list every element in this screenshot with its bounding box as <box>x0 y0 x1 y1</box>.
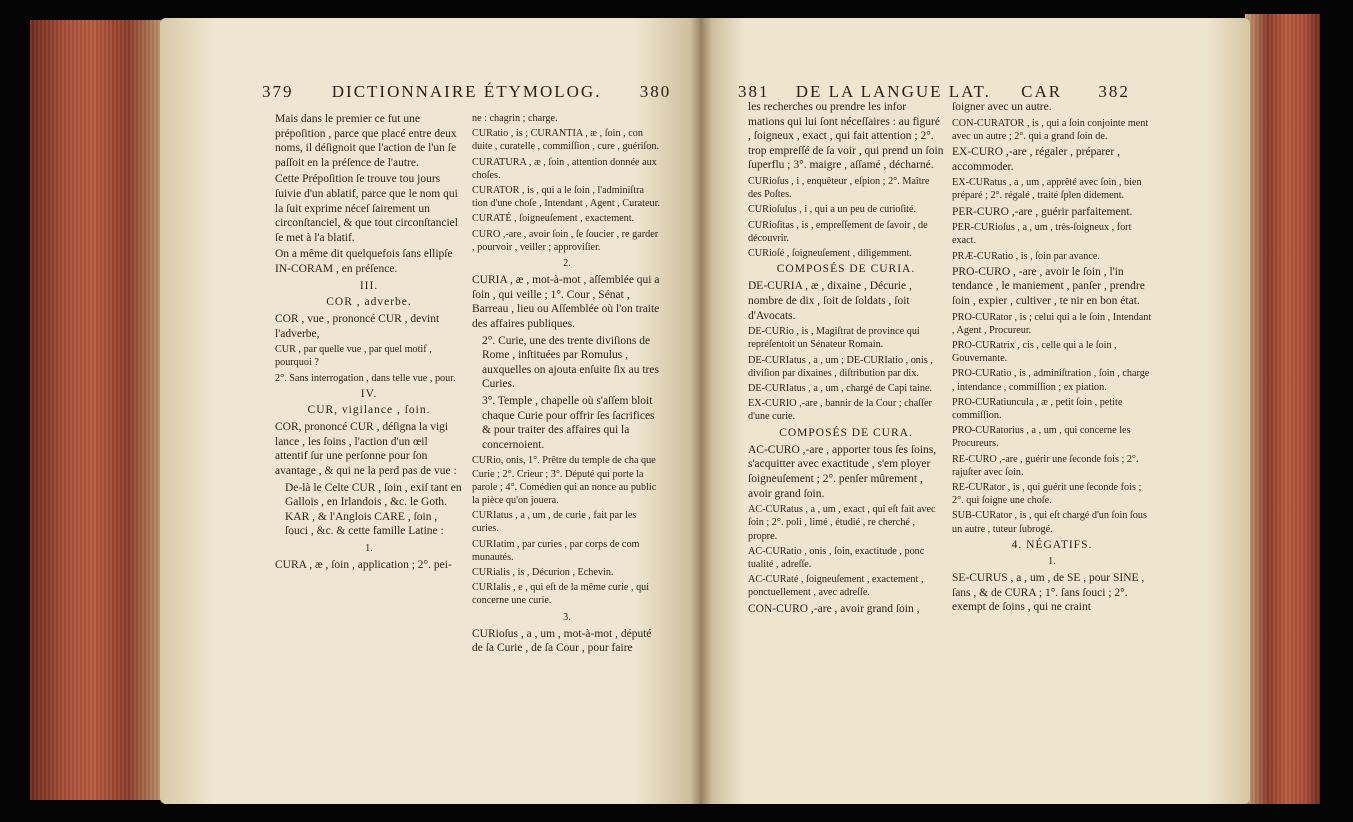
paragraph: CON-CURO ,-are , avoir grand ſoin , <box>748 602 920 615</box>
entry: CURIatim , par curies , par corps de com munautés. <box>472 538 640 563</box>
entry: CURATOR , is , qui a le ſoin , l'adminiſtra tion d'une choſe , Intendant , Agent , Curateur. <box>472 185 660 210</box>
book-gutter <box>690 18 712 804</box>
entry: CURO ,-are , avoir ſoin , ſe ſoucier , re garder , pourvoir , veiller ; approviſier. <box>472 228 659 253</box>
entry: PRO-CURator , is ; celui qui a le ſoin , Intendant , Agent , Procureur. <box>952 311 1152 336</box>
paragraph: les recherches ou prendre les infor mations qui lui ſont néceſſaires : au figuré , ſoigneux , exact , qui fait attention ; 2°. trop empreſſé de ſa voir , qui prend un ſoin ſuperflu ; 3°. maigre , aſſamé , décharné. <box>748 101 944 172</box>
paragraph: PRO-CURO , -are , avoir le ſoin , l'in tendance , le maniement , panſer , prendre ſoin , expier , cultiver , te nir en bon état. <box>952 265 1145 307</box>
left-running-title: DICTIONNAIRE ÉTYMOLOG. <box>331 82 602 101</box>
entry: CURialis , is , Décurion , Echevin. <box>472 566 614 578</box>
section-heading: COMPOSÉS DE CURIA. <box>776 263 916 276</box>
left-page-edges <box>30 20 170 800</box>
entry: CUR , par quelle vue , par quel motif , pourquoi ? <box>275 344 432 369</box>
entry: SUB-CURator , is , qui eſt chargé d'un ſoin ſous un autre , tuteur ſubrogé. <box>952 510 1147 535</box>
right-column-number: 382 <box>1098 82 1130 101</box>
entry: 2°. Sans interrogation , dans telle vue , pour. <box>275 372 456 384</box>
entry: CURATÉ , ſoigneuſement , exactement. <box>472 213 635 225</box>
paragraph: 2°. Curie, une des trente diviſions de Rome , inſtituées par Romulus , auxquelles on ajouta enſuite ſix au tres Curies. <box>482 334 659 391</box>
paragraph: Mais dans le premier ce fut une prépoſition , parce que placé entre deux noms, il déſignoit que l'action de l'un ſe paſſoit en la préſence de l'autre. <box>275 113 457 169</box>
section-numeral: IV. <box>360 387 378 400</box>
entry: RE-CURO ,-are , guérir une ſeconde fois ; 2°. rajuſter avec ſoin. <box>952 453 1139 478</box>
paragraph: COR, prononcé CUR , déſigna la vigi lance , les ſoins , l'action d'un œil attentif ſur une perſonne pour ſon avantage , & qui ne la perd pas de vue : <box>275 421 457 477</box>
subsection-number: 1. <box>1048 556 1056 568</box>
paragraph: DE-CURIA , æ , dixaine , Décurie , nombre de dix , ſoit de ſoldats , ſoit d'Avocats. <box>748 280 912 322</box>
left-page-number: 379 <box>262 82 294 101</box>
entry: PRO-CURatorius , a , um , qui concerne les Procureurs. <box>952 425 1131 450</box>
entry: EX-CURIO ,-are , bannir de la Cour ; chaſſer d'une curie. <box>748 398 932 423</box>
entry: CURIatus , a , um , de curie , fait par les curies. <box>472 510 637 535</box>
entry: PER-CURioſus , a , um , très-ſoigneux , fort exact. <box>952 222 1132 247</box>
paragraph: PER-CURO ,-are , guérir parfaitement. <box>952 205 1133 218</box>
paragraph: EX-CURO ,-are , régaler , préparer , accommoder. <box>952 146 1120 173</box>
right-column-1 <box>748 100 944 618</box>
entry: ne : chagrin ; charge. <box>472 113 558 124</box>
left-column-number: 380 <box>639 82 672 101</box>
paragraph: Cette Prépoſition ſe trouve tou jours ſuivie d'un ablatif, parce que le nom qui la ſuit exprime néceſ ſairement un circonſtanciel, & que tout circonſtanciel ſe met à l'a blatif. <box>275 173 458 244</box>
right-page-edges <box>1245 14 1320 804</box>
entry: DE-CURio , is , Magiſtrat de province qui repréſentoit un Sénateur Romain. <box>748 326 920 351</box>
entry: AC-CURaté , ſoigneuſement , exactement , ponctuellement , avec adreſſe. <box>748 574 924 599</box>
left-column-1 <box>275 112 463 575</box>
entry: CURIalis , e , qui eſt de la même curie , qui concerne une curie. <box>472 582 650 607</box>
paragraph: CURA , æ , ſoin , application ; 2°. pei- <box>275 559 452 572</box>
paragraph: COR , vue , prononcé CUR , devint l'adverbe, <box>275 312 440 340</box>
paragraph: SE-CURUS , a , um , de SE , pour SINE , ſans , & de CURA ; 1°. ſans ſouci ; 2°. exempt de ſoins , qui ne craint <box>952 572 1145 614</box>
right-column-2 <box>952 100 1152 617</box>
entry: CURioſé , ſoigneuſement , diligemment. <box>748 247 912 259</box>
entry: PRO-CURatiuncula , æ , petit ſoin , petite commiſſion. <box>952 396 1123 421</box>
section-heading: CUR, vigilance , ſoin. <box>307 403 431 416</box>
entry: CURio, onis, 1°. Prêtre du temple de cha que Curie ; 2°. Crieur ; 3°. Député qui porte la parole ; 4°. Comédien qui an nonce au public la pièce qu'on jouera. <box>472 455 657 506</box>
entry: PRO-CURatrix , cis , celle qui a le ſoin , Gouvernante. <box>952 339 1117 365</box>
section-heading: 4. NÉGATIFS. <box>1011 538 1093 551</box>
right-running-title: DE LA LANGUE LAT. <box>795 82 991 101</box>
section-numeral: III. <box>359 279 379 292</box>
subsection-number: 2. <box>563 258 571 270</box>
subsection-number: 3. <box>563 611 571 623</box>
paragraph: AC-CURO ,-are , apporter tous ſes ſoins, s'acquitter avec exactitude , s'em ployer ſoigneuſement ; 2°. penſer mûrement , avoir grand ſoin. <box>748 443 937 500</box>
right-page-header <box>738 82 1136 102</box>
left-column-2 <box>472 112 662 658</box>
right-page-number: 381 <box>738 82 770 101</box>
entry: PRÆ-CURatio , is , ſoin par avance. <box>952 250 1100 262</box>
entry: CURioſulus , i , qui a un peu de curioſité. <box>748 204 917 216</box>
paragraph: ſoigner avec un autre. <box>952 101 1052 113</box>
section-heading: COR , adverbe. <box>326 295 412 308</box>
entry: DE-CURIatus , a , um ; DE-CURIatio , onis , diviſion par dixaines , diſtribution par dix. <box>748 354 933 379</box>
left-page-header <box>262 82 677 102</box>
subsection-number: 1. <box>365 542 373 554</box>
entry: AC-CURatus , a , um , exact , qui eſt fait avec ſoin ; 2°. poli , limé , étudié , re cherché , propre. <box>748 504 936 542</box>
section-heading: COMPOSÉS DE CURA. <box>779 426 913 439</box>
entry: CURioſitas , is , empreſſement de ſavoir , de découvrir. <box>748 219 928 244</box>
entry: CURatio , is ; CURANTIA , æ , ſoin , con duite , curatelle , commiſſion , cure , guériſon. <box>472 128 659 153</box>
paragraph: De-là le Celte CUR , ſoin , exiſ tant en Gallois , en Irlandois , &c. le Goth. KAR , & l'Anglois CARE , ſoin , ſouci , &c. & cette famille Latine : <box>285 481 462 538</box>
paragraph: CURioſus , a , um , mot-à-mot , député de ſa Curie , de ſa Cour , pour faire <box>472 627 652 655</box>
paragraph: On a même dit quelquefois ſans ellipſe IN-CORAM , en préſence. <box>275 248 453 275</box>
entry: CURioſus , i , enquêteur , eſpion ; 2°. Maître des Poſtes. <box>748 175 930 201</box>
entry: DE-CURIatus , a , um , chargé de Capi taine. <box>748 382 932 394</box>
paragraph: CURIA , æ , mot-à-mot , aſſemblée qui a ſoin , qui veille ; 1°. Cour , Sénat , Barreau , lieu ou Aſſemblée où l'on traite des affaires publiques. <box>472 274 660 331</box>
entry: AC-CURatio , onis , ſoin, exactitude , ponc tualité , adreſſe. <box>748 545 925 570</box>
entry: EX-CURatus , a , um , apprêté avec ſoin , bien préparé ; 2°. régalé , traité ſplen didement. <box>952 177 1142 202</box>
entry: CON-CURATOR , is , qui a ſoin conjointe ment avec un autre ; 2°. qui a grand ſoin de. <box>952 117 1149 142</box>
entry: PRO-CURatio , is , adminiſtration , ſoin , charge , intendance , commiſſion ; ex piation. <box>952 368 1150 393</box>
entry: CURATURA , æ , ſoin , attention donnée aux choſes. <box>472 156 657 181</box>
right-section-title: CAR <box>1021 82 1063 101</box>
paragraph: 3°. Temple , chapelle où s'aſſem bloit chaque Curie pour offrir ſes ſacrifices & pour traiter des affaires qui la concernoient. <box>482 394 655 451</box>
entry: RE-CURator , is , qui guérit une ſeconde fois ; 2°. qui ſoigne une choſe. <box>952 482 1142 507</box>
